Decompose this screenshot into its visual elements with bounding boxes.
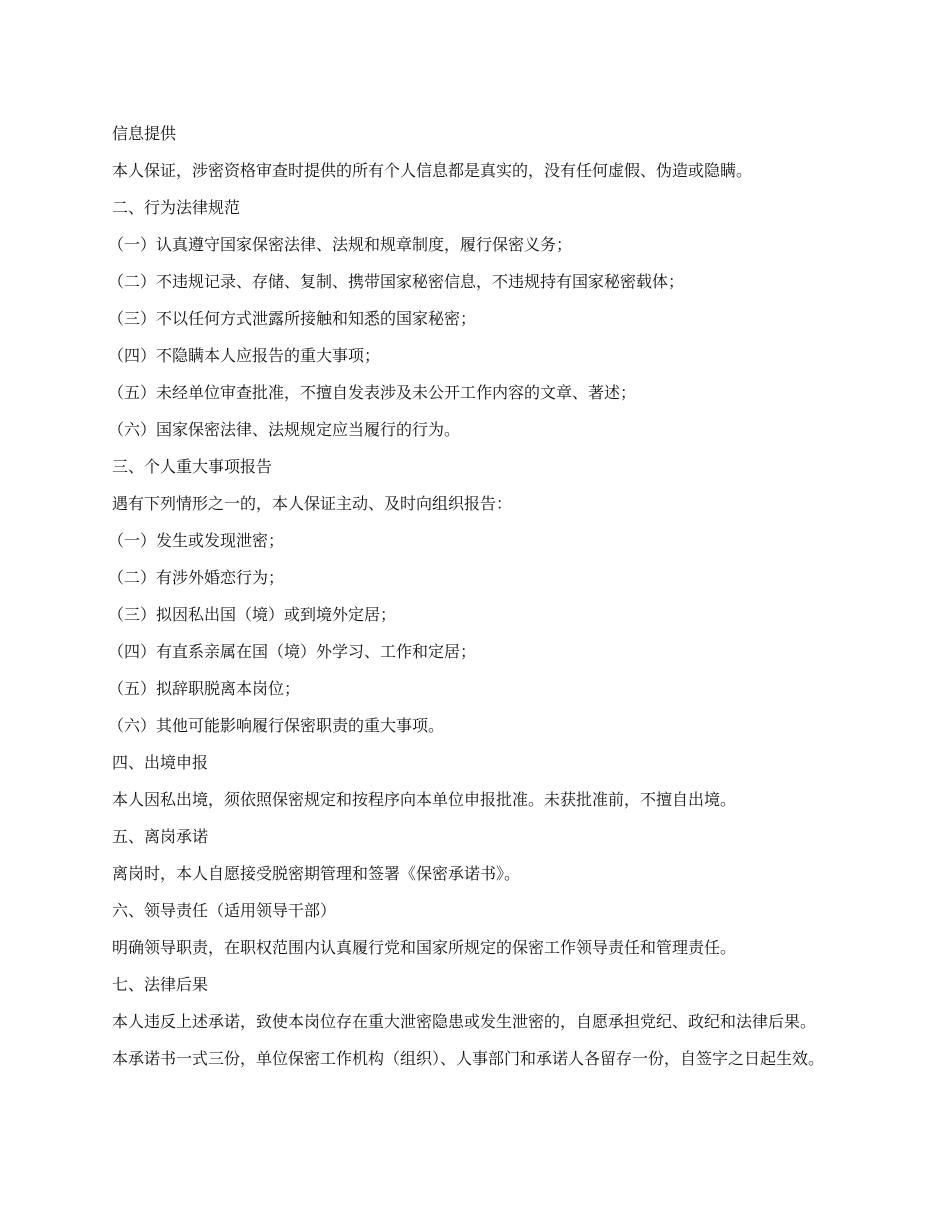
list-item: （四）不隐瞒本人应报告的重大事项；: [108, 346, 381, 365]
document-page: [108, 124, 840, 1086]
body-paragraph: 明确领导职责，在职权范围内认真履行党和国家所规定的保密工作领导责任和管理责任。: [112, 938, 737, 957]
body-paragraph: 本人违反上述承诺，致使本岗位存在重大泄密隐患或发生泄密的，自愿承担党纪、政纪和法律后果。: [112, 1012, 817, 1031]
list-item: （三）拟因私出国（境）或到境外定居；: [108, 605, 397, 624]
body-paragraph: 本人因私出境，须依照保密规定和按程序向本单位申报批准。未获批准前，不擅自出境。: [112, 790, 737, 809]
list-item: （一）发生或发现泄密；: [108, 531, 285, 550]
section-heading-legal: 七、法律后果: [112, 975, 209, 994]
list-item: （五）拟辞职脱离本岗位；: [108, 679, 301, 698]
list-item: （三）不以任何方式泄露所接触和知悉的国家秘密；: [108, 309, 477, 328]
list-item: （六）国家保密法律、法规规定应当履行的行为。: [108, 420, 461, 439]
body-paragraph: 离岗时，本人自愿接受脱密期管理和签署《保密承诺书》。: [112, 864, 521, 883]
list-item: （二）有涉外婚恋行为；: [108, 568, 285, 587]
section-heading-exit: 四、出境申报: [112, 753, 209, 772]
section-heading-info: 信息提供: [112, 124, 177, 143]
section-heading-report: 三、个人重大事项报告: [112, 457, 273, 476]
section-heading-leadership: 六、领导责任（适用领导干部）: [112, 901, 337, 920]
list-item: （六）其他可能影响履行保密职责的重大事项。: [108, 716, 445, 735]
section-heading-conduct: 二、行为法律规范: [112, 198, 241, 217]
body-paragraph: 本承诺书一式三份，单位保密工作机构（组织）、人事部门和承诺人各留存一份，自签字之日起生效。: [112, 1049, 825, 1068]
section-heading-leave: 五、离岗承诺: [112, 827, 209, 846]
list-item: （二）不违规记录、存储、复制、携带国家秘密信息，不违规持有国家秘密载体；: [108, 272, 685, 291]
body-paragraph: 本人保证，涉密资格审查时提供的所有个人信息都是真实的，没有任何虚假、伪造或隐瞒。: [112, 161, 753, 180]
list-item: （一）认真遵守国家保密法律、法规和规章制度，履行保密义务；: [108, 235, 573, 254]
list-item: （四）有直系亲属在国（境）外学习、工作和定居；: [108, 642, 477, 661]
body-paragraph: 遇有下列情形之一的，本人保证主动、及时向组织报告：: [112, 494, 513, 513]
list-item: （五）未经单位审查批准，不擅自发表涉及未公开工作内容的文章、著述；: [108, 383, 637, 402]
